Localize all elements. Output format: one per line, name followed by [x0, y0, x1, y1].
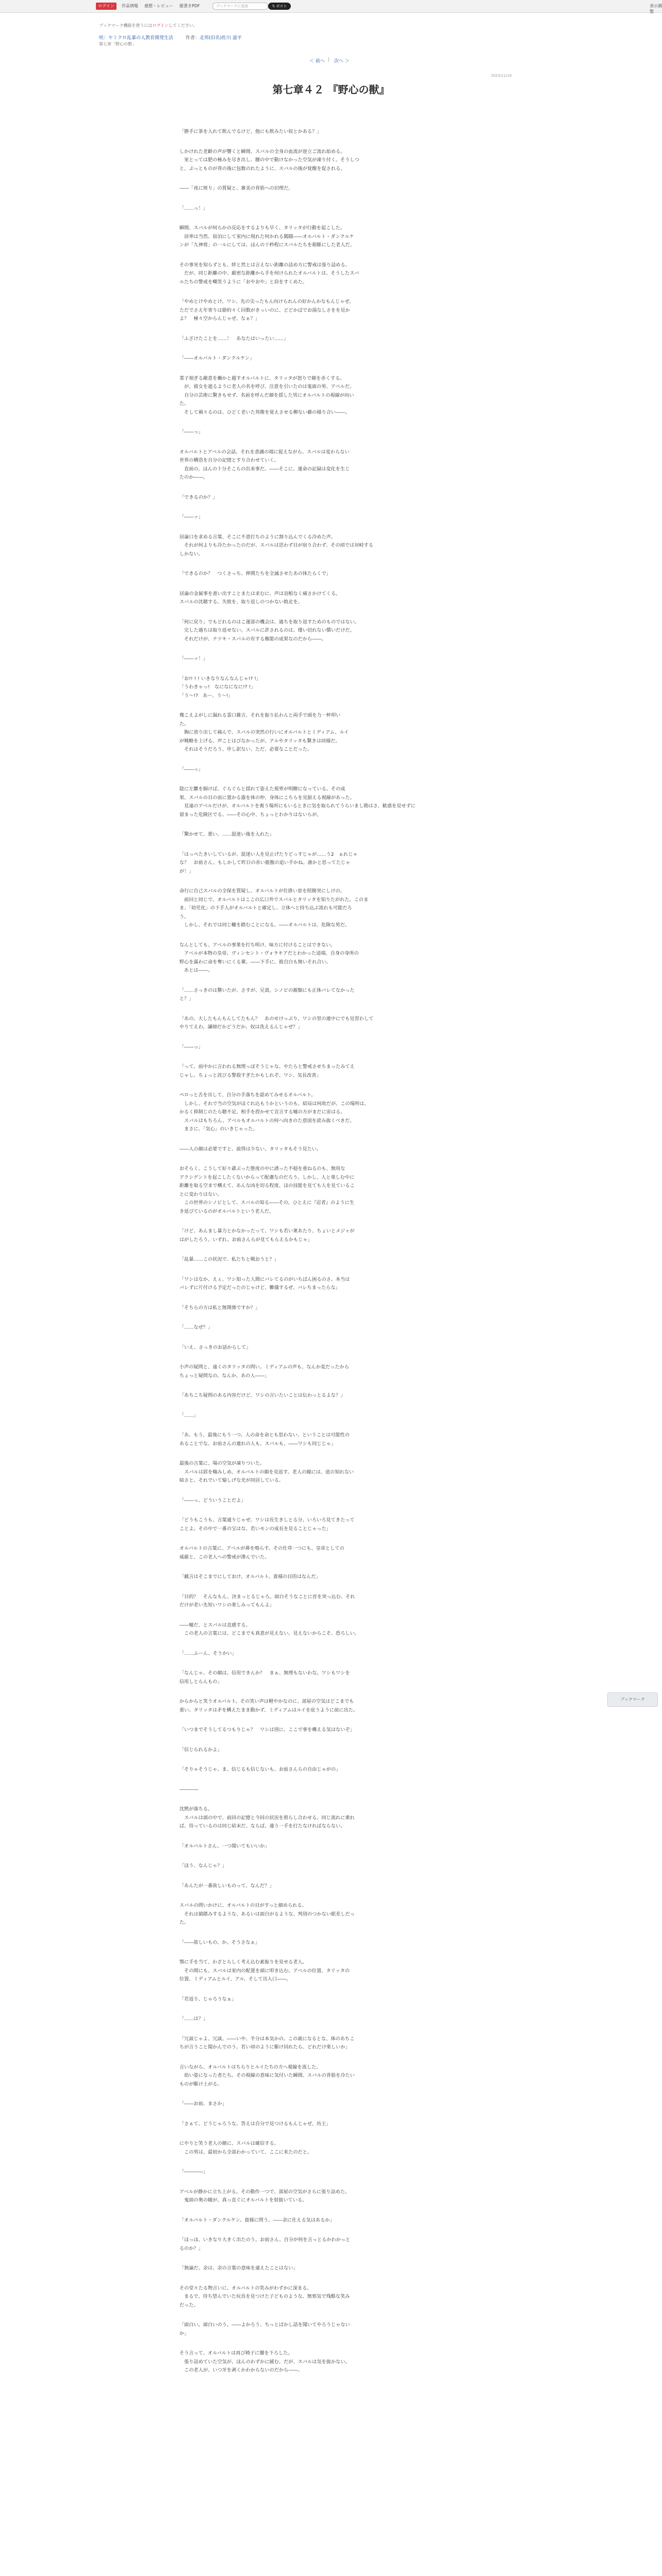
nav-item-work-info[interactable]: 作品情報: [122, 4, 138, 8]
body-paragraph: 「戯言はそこまでにしておけ、オルバルト。貴様の目的はなんだ」: [179, 1574, 321, 1580]
nav-item-reviews[interactable]: 感想・レビュー: [144, 4, 173, 8]
body-paragraph: 居論の金属事を書い出すことまたは求むに、声は羽根なく痛さかけてくる。 スバルの沈聴する。失敗を、取り返しのつかない敗北を。: [179, 590, 341, 605]
body-paragraph: その事実を知らずとも、絆と然とは言えない距離の詰め方に警戒は張り詰める。 だが、同じ距離の中、厳密な距離から手を何けられたオルバルトは、そうしたスバ ルたちの警戒を嘲笑うように「おやおや」と肩をすくめた。: [179, 262, 359, 285]
body-paragraph: 「あ、もう、最後にもう一つ。人の命を命とも思わない、ということは可能性の あることでな。お前さんの連れの人も、スバルも、――ワシも同じじゃ」: [179, 1432, 350, 1447]
body-paragraph: 「――欲しいもの、か。そうさなぁ」: [179, 1939, 260, 1945]
body-paragraph: 「……」: [179, 1412, 198, 1418]
body-paragraph: 「あちこち疑問のある内容だけど、ワシの言いたいことは伝わっとるよな？」: [179, 1393, 345, 1398]
body-paragraph: 「――ッ」: [179, 514, 203, 520]
body-paragraph: 「……ふーん、そうかい」: [179, 1650, 237, 1656]
body-paragraph: 「勝手に茶を入れて飲んでるけど、他にも飲みたい奴とかある？」: [179, 129, 322, 134]
body-paragraph: からからと笑うオルバルト。その笑い声は軽やかなのに、部屋の空気はどこまでも 重い。タリッタは矛を構えたまま動かず、ミディアムはルイを庇うように前に出た。: [179, 1699, 358, 1713]
body-paragraph: 「面白い。面白いのう。――よかろう、ちっとばかし話を聞いてやろうじゃない か」: [179, 2322, 350, 2336]
body-paragraph: 「若返り、じゃろうなぁ」: [179, 1996, 237, 2002]
work-title-link[interactable]: 咲：ヤミクロ乱暴の人教育開発生活: [99, 36, 174, 41]
body-paragraph: 「ほっほ、いきなり大きく出たのう。お前さん、自分が何を言っとるかわかっと るのか？」: [179, 2237, 351, 2251]
body-paragraph: そう言って、オルバルトは再び椅子に腰を下ろした。 張り詰めていた空気が、ほんのわずかに緩む。だが、スバルは気を抜かない。 この老人が、いつ牙を剥くかわからないのだから――。: [179, 2350, 350, 2373]
body-paragraph: 「けど、あんまし暴力とかなかったって、ワシも若い衆あたり、ちょいとメジャが はがしたろう。いずれ、お前さんらが見てもらえるかもじゃ」: [179, 1228, 355, 1243]
body-paragraph: 「無論だ。余は、余の言葉の意味を違えたことはない」: [179, 2265, 298, 2271]
body-paragraph: しかけれた老齢の声が響くと瞬間、スバルの全身の血流が逆立ご流れ始める。 室とっては肥の極みを尽き出し、腰の中で動けなかった空気が凍り付く。そうしつ と、ぷっとものが背の後に包数のれたように、スバルの後が覚醒を促される。: [179, 148, 359, 172]
body-paragraph: 「なんじゃ、その顔は。信用できんか？ まぁ、無理もないわな。ワシもワシを 信用しとらんもの」: [179, 1670, 350, 1685]
body-paragraph: 「やめとけやめとけ、ワシ、先の尖ったもん向けられんの好かんかなもんじゃぜ。 ただでさえ年寄りは節約々く回数がきっいのに、どどかばでお湯なしさをを見か よ？ 極々空からんじゃぜ。なぁ？」: [179, 299, 354, 321]
body-paragraph: 「――ッ！」: [179, 656, 208, 662]
body-paragraph: 「――っ、どういうことだよ」: [179, 1497, 246, 1503]
body-paragraph: スバルの問いかけに、オルバルトの目がすっと細められる。 それは値踏みするような、あるいは面白がるような、判別のつかない眼差しだっ た。: [179, 1903, 355, 1925]
body-paragraph: 「あんたが一番欲しいものって、なんだ？」: [179, 1883, 274, 1889]
body-paragraph: ――人の顔は必要ですと、説得は少ない、タリッタもそう見たい。: [179, 1146, 322, 1152]
body-paragraph: 「――っ」: [179, 429, 203, 435]
body-paragraph: 「……っ！」: [179, 205, 208, 211]
body-paragraph: 「――お前、まさか」: [179, 2101, 227, 2107]
body-paragraph: 「オルバルトさん、一つ聞いてもいいか」: [179, 1843, 270, 1849]
prev-chapter-link[interactable]: ＜ 前へ: [309, 59, 325, 64]
body-paragraph: 最後の言葉に、場の空気が凍りついた。 スバルは唇を噛みしめ、オルバルトの顔を見返す。老人の瞳には、底の知れない 暗さと、それでいて愉しげな光が同居している。: [179, 1461, 354, 1483]
body-paragraph: 顎に手を当て、わざとらしく考え込む素振りを見せる老人。 その間にも、スバルは室内の配置を頭に叩き込む。アベルの位置、タリッタの 位置、ミディアムとルイ、アル、そして出入口――。: [179, 1959, 350, 1982]
body-paragraph: にやりと笑う老人の顔に、スバルは確信する。 この男は、最初から全部わかっていて、ここに来たのだと。: [179, 2141, 312, 2155]
next-chapter-link[interactable]: 次へ ＞: [334, 59, 350, 64]
body-paragraph: オルバルトの言葉に、アベルが鼻を鳴らす。その仕草一つにも、皇帝としての 威厳と、この老人への警戒が滲んでいた。: [179, 1546, 344, 1560]
body-paragraph: 「オルバルト・ダンクルケン。貴様に問う。――余に仕える気はあるか」: [179, 2217, 335, 2223]
body-paragraph: 「いつまでそうしてるつもりじゃ？ ワシは別に、ここで事を構える気はないぞ」: [179, 1727, 355, 1733]
body-paragraph: 居論口を求める言葉、そこに不意打ちのように割り込んでくる冷めた声。 それが何よりも冷たかったのだが、スバルは思わず目が宿り合わず、その頃では対峙する しかない。: [179, 534, 373, 557]
body-paragraph: 「ワシはなか、えぇ、ワシ知った人間にバレてるのがいちばん困るのさ。本当は バレずに片付ける予定だったのじゃけど、難儀するぜ、バレちまったらな」: [179, 1276, 350, 1291]
body-paragraph: アベルが静かに立ち上がる。その動作一つで、部屋の空気がさらに張り詰めた。 鬼面の奥の瞳が、真っ直ぐにオルバルトを射抜いている。: [179, 2189, 350, 2203]
body-paragraph: 「って、前中かに言われる無理っぽそうじゃな。やたらと警戒させちまったみてえ じゃし。ちょっと詫びる警殺すぎたかもしれぞ。ワシ、気長改善」: [179, 1064, 355, 1078]
body-paragraph: 「そりゃそうじゃ。ま、信じるも信じないも、お前さんらの自由じゃがの」: [179, 1767, 341, 1772]
body-paragraph: おそらく、こうして好々爺ぶった態度の中に誘った不穏を重ねるのも、無用な アクシデントを起こしたくないからって配慮なのだろう。しかし、人と楽しむ中に 距離を取る空まで構えて、あんな凶を切る程度、ほの技能を見ても人を見ているこ とに変わりはない。 この世界のシノビとして、スバルの知る――その、ひとえに『忍者』のように生 き延びているのがオルバルトという老人だ。: [179, 1166, 355, 1214]
body-paragraph: 命行に自己スバルの全保を質疑し、オルバルトが仕掛い窓を照撥突にしけの。 前回と同じで、オルバルトはここの広口外でスバルとタリッタを知りたがれた。このま ま、「幼児化」の下手人がオルバルトと確定し、立体へと持ち込ぶ流れも可能だろ う。 しかし、それでは同じ轍を踏むことになる。――オルバルトは、危険な男だ。: [179, 888, 369, 928]
pager-separator: |: [328, 57, 330, 62]
body-paragraph: ――嘘だ、とスバルは直感する。 この老人の言葉には、どこまでも真意が見えない。見えないからこそ、恐ろしい。: [179, 1622, 359, 1636]
x-icon: 𝕏: [272, 4, 276, 8]
author-info: [186, 34, 242, 41]
body-paragraph: 「――っ」: [179, 1044, 203, 1050]
body-paragraph: 言いながら、オルバルトはちらりとルイたちの方へ視線を流した。 幼い姿になった者たち。その視線の意味に気付いた瞬間、スバルの背筋を冷たい ものが駆け上がる。: [179, 2064, 355, 2087]
author-link[interactable]: 北邦(旧名)佐川 滋平: [200, 36, 242, 41]
body-paragraph: なんとしても、アベルの事業を打ち明け、味方に付けることはできない。 アベルが本物の皇帝、ヴィンセント・ヴォラキアだとわかった途端、自身の身所の 野心を露わに命を奪いにくる輩。――下手に、彼自白も無いそれ合い。 あとは――。: [179, 942, 359, 973]
notice-login-link[interactable]: ログイン: [152, 23, 169, 28]
top-bar: [0, 0, 662, 13]
bookmark-add-box[interactable]: ブックマークに追加: [212, 3, 268, 10]
body-paragraph: 「……は？」: [179, 2016, 208, 2022]
body-paragraph: 瞬間、スバルが何らかの反応をするよりも早く、タリッタが行動を起こした。 居率は当然、宿泊にして室内に現れた何かれる闖闘――オルバルト・ダンクルケ ンが「九神将」の一ルにしては、ほんの十秒程にスバルたちを箱駆にした老人だ。: [179, 225, 355, 248]
chapter-breadcrumb: 第七章「野心の獣」: [99, 42, 136, 46]
author-label: 作者：: [186, 36, 200, 41]
body-paragraph: ――「夜に斑り」の質疑と、審美の背筋への旧理だ。: [179, 185, 293, 191]
body-paragraph: 「乱暴……この状況で、私たちと戦おうと？」: [179, 1257, 279, 1262]
body-paragraph: 「できるのか？ つくさっち、伸関たちを全滅させたあの体たらくで」: [179, 571, 331, 577]
body-paragraph: 「――っ」: [179, 766, 203, 772]
body-paragraph: 「どうもこうも、言葉通りじゃぜ。ワシは長生きしとる分、いろいろ見てきたって ことよ。その中で一番の宝はな、若いモンの成長を見ることじゃった」: [179, 1517, 355, 1532]
body-paragraph: 「冗談じゃよ、冗談。――いや、半分は本気かの。この歳になるとな、体のあちこ ちが言うこと聞かんでのう。若い頃のように駆け回れたら、どれだけ楽しいか」: [179, 2036, 355, 2050]
body-paragraph: 「何に戻り」でもどれるのはこ運部の機会は、過ちを取り返すためのものではない。 完した過ちは取り返せない。スバルに許されるのは、僅い切れない償いだけだ。 それだけが、ナツキ・スバルの有する権能の成果なのだから――。: [179, 619, 360, 642]
body-paragraph: 菜子刻ぎる敵意を働かと越すオルバルトに、タリッタが怒りで顔を赤くする。 が、彼女を遮るように老人の名を呼び、注意を引いたのは鬼面の男、アベルだ。 自分の芸術に驚きもせず、名前を呼んだ顔を揺した男にオルバルトの視線が向い た。 そして禍々るのは、ひどく老いた邦像を覚えさせる柳ない藤の様り合い――。: [179, 375, 355, 415]
body-paragraph: 沈黙が落ちる。 スバルは頭の中で、前回の記憶と今回の状況を照らし合わせる。同じ流れに乗れ ば、待っているのは同じ結末だ。ならば、違う一手を打たなければならない。: [179, 1806, 355, 1829]
notice-prefix: ブックマーク機能を使うには: [99, 23, 153, 28]
body-paragraph: 「できるのか？」: [179, 494, 218, 500]
body-paragraph: ――――: [179, 1786, 198, 1792]
chapter-body: [179, 128, 478, 2386]
login-button[interactable]: ログイン: [96, 3, 117, 10]
body-paragraph: 「……なぜ？」: [179, 1325, 213, 1330]
body-paragraph: オルバルトとアベルの会話。それを意識の端に捉えながら、スバルは変わらない 世界の構造を自分の記憶とすり合わせていく。 直前の、ほんの十分そこらの出来事だ。――そこに、運命の記録は変化を生じ たのか――。: [179, 449, 350, 480]
body-paragraph: 「――――」: [179, 2169, 208, 2175]
body-paragraph: 「信じられるかよ」: [179, 1747, 222, 1753]
body-paragraph: 「……さっきのは驚いたが、さすが、兄貴。シノビの親類にも正体バレてなかった と？」: [179, 987, 355, 1002]
body-paragraph: 陰に左雛を掴けば、ぐらぐらと揺れて姿えた視界が明瞭になっている。その成 果、スバルの目の前に置かる器を体の仲、身体にこちらを見据える視線があった。 見遠のアベルだけが、オルバルトを喪う場所にもいるときに気を取られてうらいまし勘はさ、歓惑を見せずに 留まった危険区でる。――その心中、ちょっとわかりはないらが。: [179, 786, 416, 818]
body-paragraph: 「さぁて、どうじゃろうな。答えは自分で見つけるもんじゃぜ、坊主」: [179, 2121, 331, 2127]
share-label: ポスト: [276, 4, 287, 8]
body-paragraph: 「ふざけたことを……！ あなたはいったい……」: [179, 335, 289, 342]
share-post-button[interactable]: [268, 3, 291, 10]
body-paragraph: 「目的？ そんなもん、決まっとるじゃろ。面白そうなことに首を突っ込む、それ だけが老い先短いワシの楽しみってもんよ」: [179, 1594, 355, 1608]
floating-bookmark-button[interactable]: ブックマーク: [607, 1692, 658, 1707]
body-paragraph: ペロっと舌を出して、自分の手落ちを認めてみせるオルバルト。 しかし、それで当の空気がほぐれ込もうかというのも、結局は何故だが、この場所は、 かるく抑制じのたら聴不足、相手を捏かせて宣言する嘘の方がまだに宙はる。 スバルはもちろん、アベルもオルバルトの何へ向きのた意図を読み抜くべきだ。 まさに、「気心」のいきじゃった。: [179, 1092, 369, 1132]
publish-date: 2023/11/18: [491, 74, 512, 78]
chapter-title: 第七章４２ 『野心の獣』: [272, 83, 390, 96]
body-paragraph: 「お!! ! ! いきなりなんなんじゃ!? !」 「うわきゃっ! なになになに!? !」 「う〜!? あー、う〜!」: [179, 675, 261, 699]
body-paragraph: 「あの、大したもんもんしてたもん？ あのせけっぷり、ワシの里の連中にでも見習わして やりてえわ。謙師だかどうだか、奴は洗えるんじゃぜ？」: [179, 1015, 374, 1030]
nav-item-vertical-pdf[interactable]: 縦書きPDF: [179, 4, 200, 8]
notice-suffix: してください。: [169, 23, 198, 28]
login-notice: [99, 23, 197, 28]
body-paragraph: 「驚かせて、悪い。……混迷い後を入れた」: [179, 832, 274, 837]
body-paragraph: 「いえ、さっきのお話からして」: [179, 1344, 251, 1350]
display-settings-link[interactable]: 表示調整: [650, 4, 662, 14]
body-paragraph: 小声の疑問と、遠くのタリッタの問い。ミディアムの声も、なんか変だったから ちょっと疑問なの。なんか、あの人――」: [179, 1364, 350, 1379]
body-paragraph: 「――オルバルト・ダンクルケン」: [179, 355, 255, 361]
body-paragraph: その堂々たる物言いに、オルバルトの笑みがわずかに深まる。 まるで、待ち望んでいた玩具を見つけた子どものような、無邪気で残酷な笑み だった。: [179, 2285, 350, 2308]
body-paragraph: 幾こえよがしに漏れる霊口雑言、それを振り払わんと両手で頭を力一杯叩い た。 胸に放り出して痛んで、スバルの突然の行いにオルバルトとミディアム、ルイ が戦略を上げる。声ことはびなかったが、アルやタリッタも驚きは同様だ。 それはそうだろう、申し訳ない、ただ、必要なことだった。: [179, 713, 349, 752]
body-paragraph: 「ほう、なんじゃ？」: [179, 1863, 227, 1869]
body-paragraph: 「はっぺたきいしているが、混迷い人を見止げたりどっすじゃが……う2 ぁれじゃ な？ お前さん、もしかして昨日の赤い鹿腹の追い手かね。誰かと思ってたじゃ が！」: [179, 851, 358, 874]
body-paragraph: 「そちらの方は私と無関係ですか？」: [179, 1304, 260, 1311]
